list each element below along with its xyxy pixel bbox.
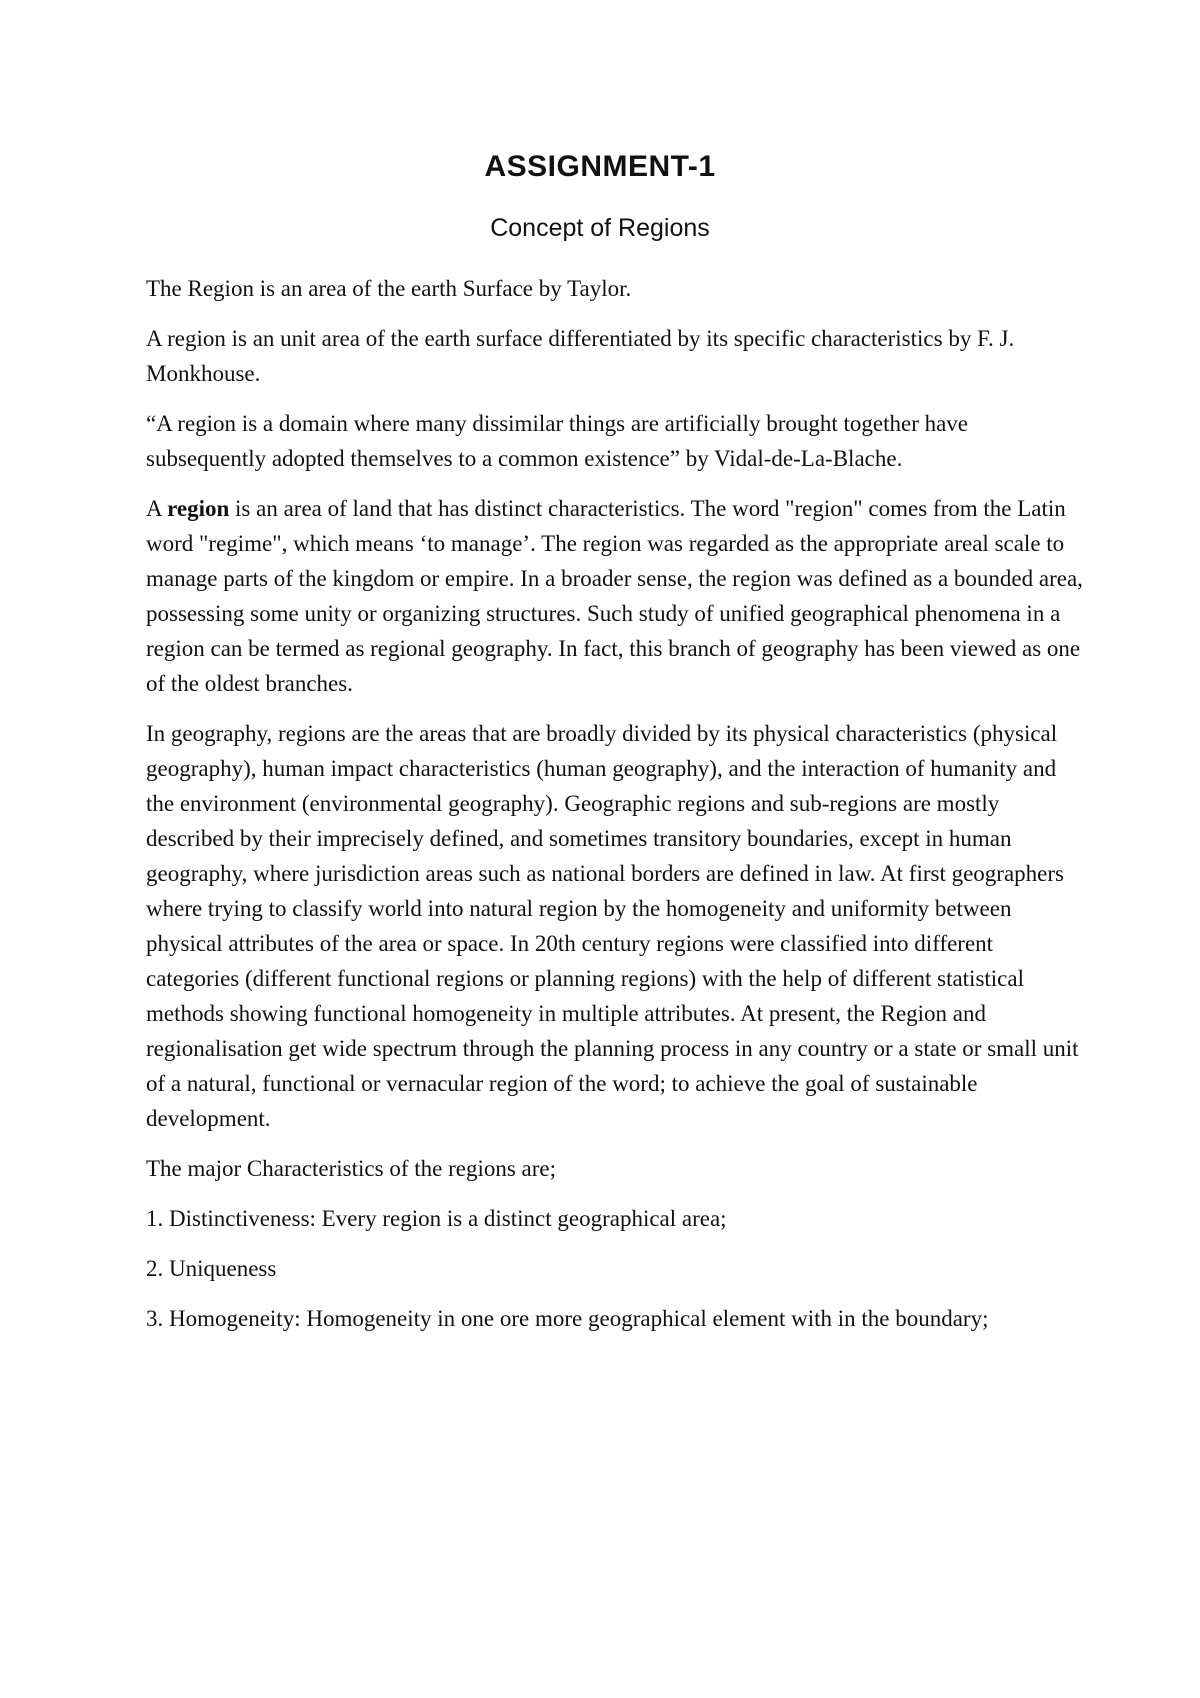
paragraph-region-prefix: A: [146, 496, 168, 521]
paragraph-taylor-definition: The Region is an area of the earth Surface by Taylor.: [146, 276, 632, 301]
list-item-uniqueness: 2. Uniqueness: [146, 1256, 277, 1281]
paragraph-vidal-definition: “A region is a domain where many dissimilar things are artificially brought together have subsequently adopted themselves to a common existence” by Vidal-de-La-Blache.: [146, 411, 969, 471]
paragraph-region-rest: is an area of land that has distinct characteristics. The word "region" comes from the Latin word "regime", which means ‘to manage’. The region was regarded as the appropriate areal scale to manage parts of the kingdom or empire. In a broader sense, the region was defined as a bounded area, possessing some unity or organizing structures. Such study of unified geographical phenomena in a region can be termed as regional geography. In fact, this branch of geography has been viewed as one of the oldest branches.: [146, 496, 1083, 696]
paragraph-region-etymology: [146, 491, 1086, 701]
paragraph-region-bold-term: region: [167, 496, 230, 521]
list-item-distinctiveness: 1. Distinctiveness: Every region is a distinct geographical area;: [146, 1206, 727, 1231]
document-subtitle: Concept of Regions: [490, 214, 710, 242]
list-item-homogeneity: 3. Homogeneity: Homogeneity in one ore more geographical element with in the boundary;: [146, 1306, 989, 1331]
document-body: [146, 271, 1086, 1351]
paragraph-geography-regions: In geography, regions are the areas that are broadly divided by its physical characteristics (physical geography), human impact characteristics (human geography), and the interaction of humanity and the environment (environmental geography). Geographic regions and sub-regions are mostly described by their imprecisely defined, and sometimes transitory boundaries, except in human geography, where jurisdiction areas such as national borders are defined in law. At first geographers where trying to classify world into natural region by the homogeneity and uniformity between physical attributes of the area or space. In 20th century regions were classified into different categories (different functional regions or planning regions) with the help of different statistical methods showing functional homogeneity in multiple attributes. At present, the Region and regionalisation get wide spectrum through the planning process in any country or a state or small unit of a natural, functional or vernacular region of the word; to achieve the goal of sustainable development.: [146, 721, 1079, 1131]
document-title: ASSIGNMENT-1: [484, 150, 716, 183]
paragraph-characteristics-intro: The major Characteristics of the regions are;: [146, 1156, 557, 1181]
paragraph-monkhouse-definition: A region is an unit area of the earth surface differentiated by its specific characteristics by F. J. Monkhouse.: [146, 326, 1015, 386]
